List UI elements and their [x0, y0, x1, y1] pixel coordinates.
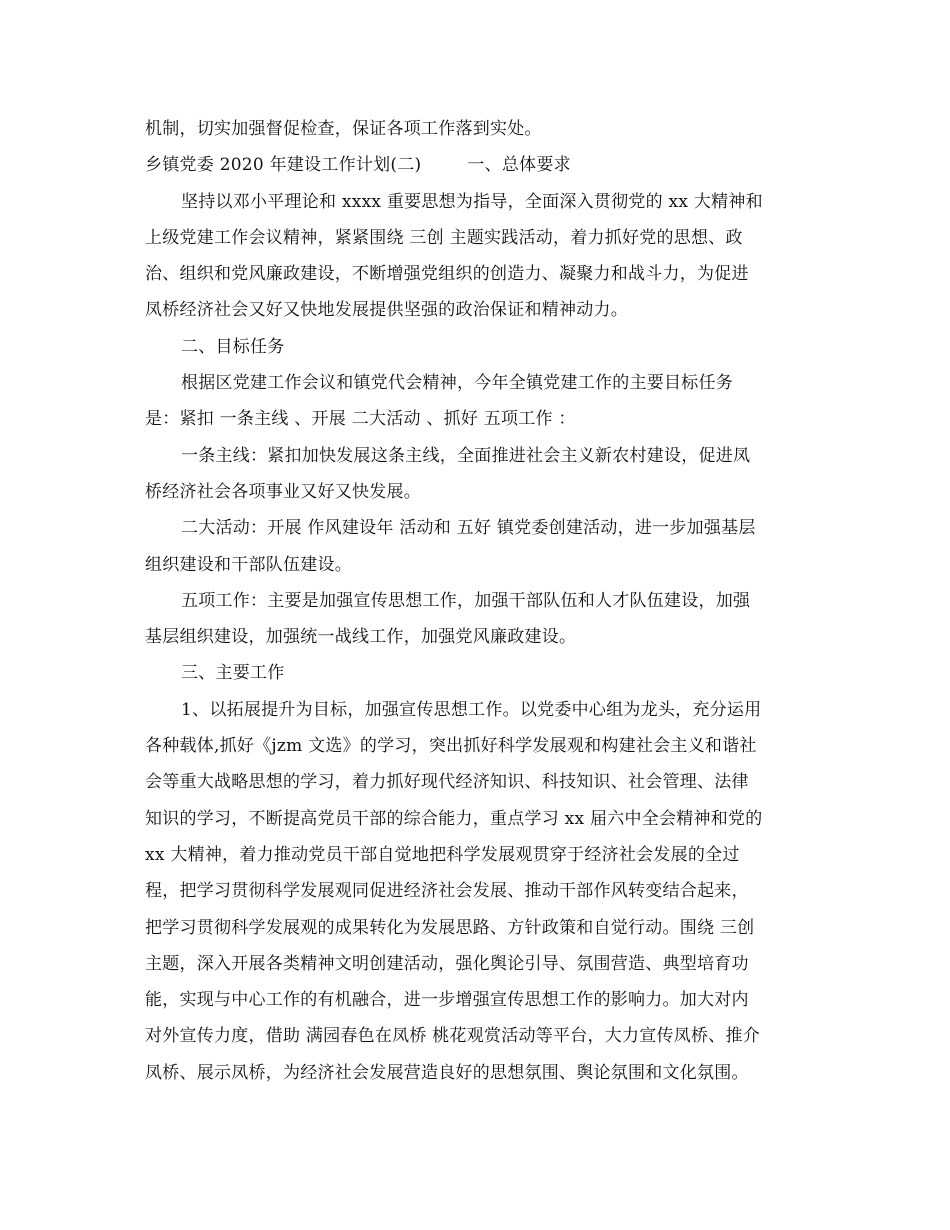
text-line: 程，把学习贯彻科学发展观同促进经济社会发展、推动干部作风转变结合起来， [145, 881, 749, 902]
text-line: 1、以拓展提升为目标，加强宣传思想工作。以党委中心组为龙头，充分运用 [181, 699, 762, 720]
text-line: 五项工作：主要是加强宣传思想工作，加强干部队伍和人才队伍建设，加强 [181, 590, 751, 611]
document-page [145, 111, 813, 1091]
text-line: 治、组织和党风廉政建设，不断增强党组织的创造力、凝聚力和战斗力，为促进 [145, 264, 749, 285]
text-line: xx 大精神，着力推动党员干部自觉地把科学发展观贯穿于经济社会发展的全过 [145, 844, 740, 865]
text-line: 是：紧扣 一条主线 、开展 二大活动 、抓好 五项工作 ： [145, 409, 576, 430]
document-title-line [145, 147, 813, 183]
section-heading: 三、主要工作 [181, 663, 285, 684]
text-line: 各种载体,抓好《jzm 文选》的学习，突出抓好科学发展观和构建社会主义和谐社 [145, 736, 757, 757]
text-line: 机制，切实加强督促检查，保证各项工作落到实处。 [145, 119, 542, 139]
text-line: 组织建设和干部队伍建设。 [145, 554, 352, 575]
text-line: 桥经济社会各项事业又好又快发展。 [145, 481, 421, 502]
section-heading: 二、目标任务 [181, 336, 285, 357]
text-line: 一条主线：紧扣加快发展这条主线，全面推进社会主义新农村建设，促进凤 [181, 445, 751, 466]
text-line: 主题，深入开展各类精神文明创建活动，强化舆论引导、氛围营造、典型培育功 [145, 953, 749, 974]
document-title: 乡镇党委 2020 年建设工作计划(二) [145, 155, 422, 176]
text-line: 把学习贯彻科学发展观的成果转化为发展思路、方针政策和自觉行动。围绕 三创 [145, 917, 755, 938]
text-line: 对外宣传力度，借助 满园春色在凤桥 桃花观赏活动等平台，大力宣传凤桥、推介 [145, 1026, 761, 1047]
section-heading: 一、总体要求 [467, 155, 571, 176]
text-line: 上级党建工作会议精神，紧紧围绕 三创 主题实践活动，着力抓好党的思想、政 [145, 227, 743, 248]
text-line: 知识的学习，不断提高党员干部的综合能力，重点学习 xx 届六中全会精神和党的 [145, 808, 763, 829]
text-line: 会等重大战略思想的学习，着力抓好现代经济知识、科技知识、社会管理、法律 [145, 772, 749, 793]
text-line: 凤桥、展示凤桥，为经济社会发展营造良好的思想氛围、舆论氛围和文化氛围。 [145, 1062, 749, 1083]
text-line: 凤桥经济社会又好又快地发展提供坚强的政治保证和精神动力。 [145, 300, 628, 321]
text-line: 坚持以邓小平理论和 xxxx 重要思想为指导，全面深入贯彻党的 xx 大精神和 [181, 191, 763, 212]
text-line: 二大活动：开展 作风建设年 活动和 五好 镇党委创建活动，进一步加强基层 [181, 518, 756, 539]
text-line: 根据区党建工作会议和镇党代会精神，今年全镇党建工作的主要目标任务 [181, 373, 733, 394]
text-line: 基层组织建设，加强统一战线工作，加强党风廉政建设。 [145, 627, 577, 648]
text-line: 能，实现与中心工作的有机融合，进一步增强宣传思想工作的影响力。加大对内 [145, 990, 749, 1011]
